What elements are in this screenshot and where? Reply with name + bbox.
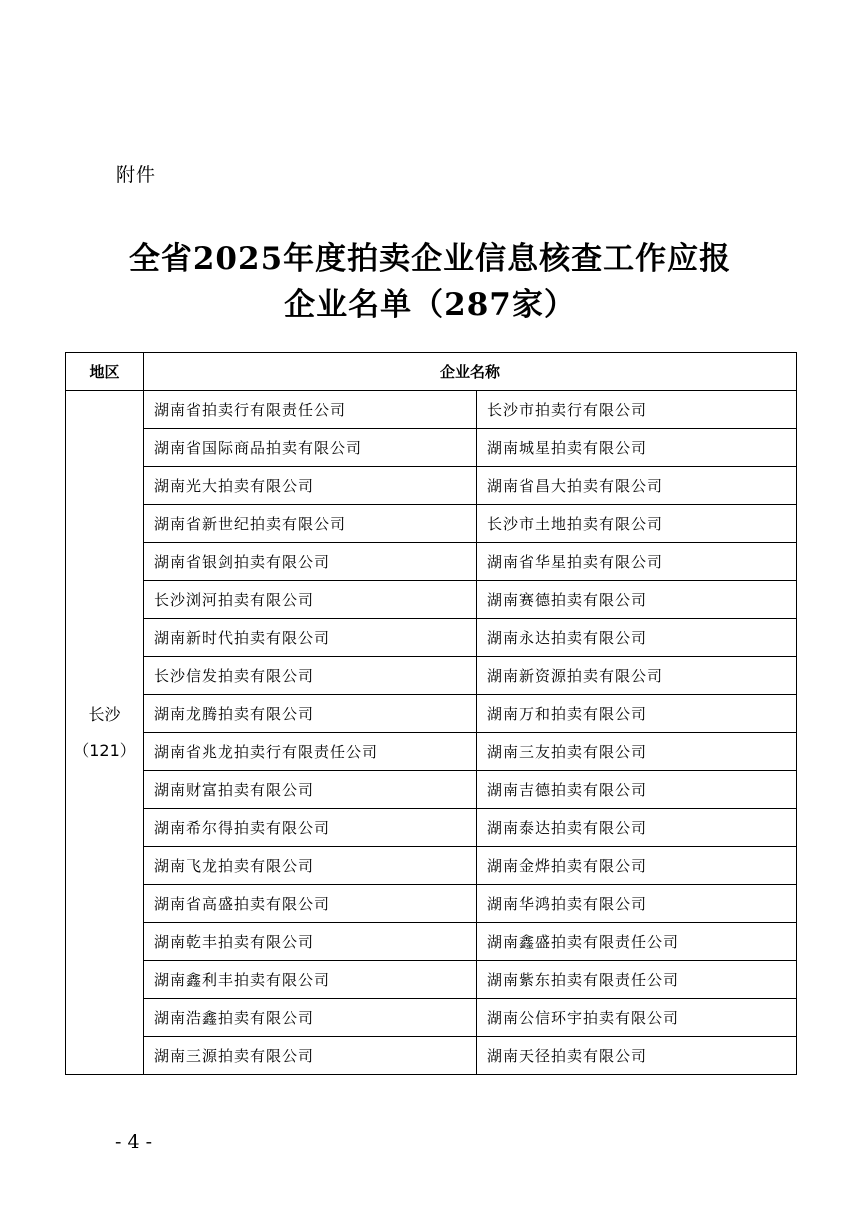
table-row — [66, 733, 797, 771]
table-row — [66, 467, 797, 505]
company-name: 湖南省兆龙拍卖行有限责任公司 — [144, 733, 477, 771]
document-title-line1: 全省2025年度拍卖企业信息核查工作应报 — [128, 241, 732, 277]
page-number: - 4 - — [115, 1131, 153, 1153]
company-name: 湖南财富拍卖有限公司 — [144, 771, 477, 809]
table-row — [66, 619, 797, 657]
company-name: 长沙市土地拍卖有限公司 — [477, 505, 797, 543]
company-name: 湖南紫东拍卖有限责任公司 — [477, 961, 797, 999]
company-name: 湖南泰达拍卖有限公司 — [477, 809, 797, 847]
company-name: 湖南省银剑拍卖有限公司 — [144, 543, 477, 581]
header-region: 地区 — [66, 353, 144, 391]
company-name: 湖南新资源拍卖有限公司 — [477, 657, 797, 695]
company-name: 湖南赛德拍卖有限公司 — [477, 581, 797, 619]
company-name: 湖南省国际商品拍卖有限公司 — [144, 429, 477, 467]
company-name: 湖南三友拍卖有限公司 — [477, 733, 797, 771]
table-header-row — [66, 353, 797, 391]
document-title-line2: 企业名单（287家） — [284, 287, 576, 323]
company-name: 湖南龙腾拍卖有限公司 — [144, 695, 477, 733]
company-name: 湖南公信环宇拍卖有限公司 — [477, 999, 797, 1037]
company-name: 湖南新时代拍卖有限公司 — [144, 619, 477, 657]
table-row — [66, 505, 797, 543]
company-name: 湖南吉德拍卖有限公司 — [477, 771, 797, 809]
table-row — [66, 391, 797, 429]
company-name: 湖南飞龙拍卖有限公司 — [144, 847, 477, 885]
table-row — [66, 809, 797, 847]
company-name: 湖南希尔得拍卖有限公司 — [144, 809, 477, 847]
company-name: 湖南鑫盛拍卖有限责任公司 — [477, 923, 797, 961]
table-row — [66, 1037, 797, 1075]
region-name: 长沙 — [88, 704, 121, 724]
company-name: 湖南天径拍卖有限公司 — [477, 1037, 797, 1075]
table-row — [66, 543, 797, 581]
table-row — [66, 657, 797, 695]
attachment-label: 附件 — [116, 164, 157, 186]
company-name: 湖南永达拍卖有限公司 — [477, 619, 797, 657]
region-cell — [66, 391, 144, 1075]
table-row — [66, 695, 797, 733]
table-row — [66, 885, 797, 923]
company-name: 湖南城星拍卖有限公司 — [477, 429, 797, 467]
company-name: 湖南万和拍卖有限公司 — [477, 695, 797, 733]
company-name: 湖南省昌大拍卖有限公司 — [477, 467, 797, 505]
region-count: （121） — [73, 740, 136, 760]
company-name: 湖南鑫利丰拍卖有限公司 — [144, 961, 477, 999]
company-name: 湖南光大拍卖有限公司 — [144, 467, 477, 505]
company-name: 湖南省拍卖行有限责任公司 — [144, 391, 477, 429]
table-row — [66, 771, 797, 809]
table-row — [66, 429, 797, 467]
company-name: 湖南浩鑫拍卖有限公司 — [144, 999, 477, 1037]
table-row — [66, 847, 797, 885]
table-body — [66, 391, 797, 1075]
table-row — [66, 961, 797, 999]
company-name: 湖南省新世纪拍卖有限公司 — [144, 505, 477, 543]
company-name: 湖南三源拍卖有限公司 — [144, 1037, 477, 1075]
table-row — [66, 999, 797, 1037]
company-name: 湖南乾丰拍卖有限公司 — [144, 923, 477, 961]
company-name: 湖南省华星拍卖有限公司 — [477, 543, 797, 581]
company-name: 长沙市拍卖行有限公司 — [477, 391, 797, 429]
company-name: 湖南省高盛拍卖有限公司 — [144, 885, 477, 923]
company-name: 长沙信发拍卖有限公司 — [144, 657, 477, 695]
header-company: 企业名称 — [144, 353, 797, 391]
company-name: 湖南华鸿拍卖有限公司 — [477, 885, 797, 923]
table-row — [66, 923, 797, 961]
company-name: 长沙浏河拍卖有限公司 — [144, 581, 477, 619]
company-name: 湖南金烨拍卖有限公司 — [477, 847, 797, 885]
table-row — [66, 581, 797, 619]
company-table — [65, 352, 797, 1075]
